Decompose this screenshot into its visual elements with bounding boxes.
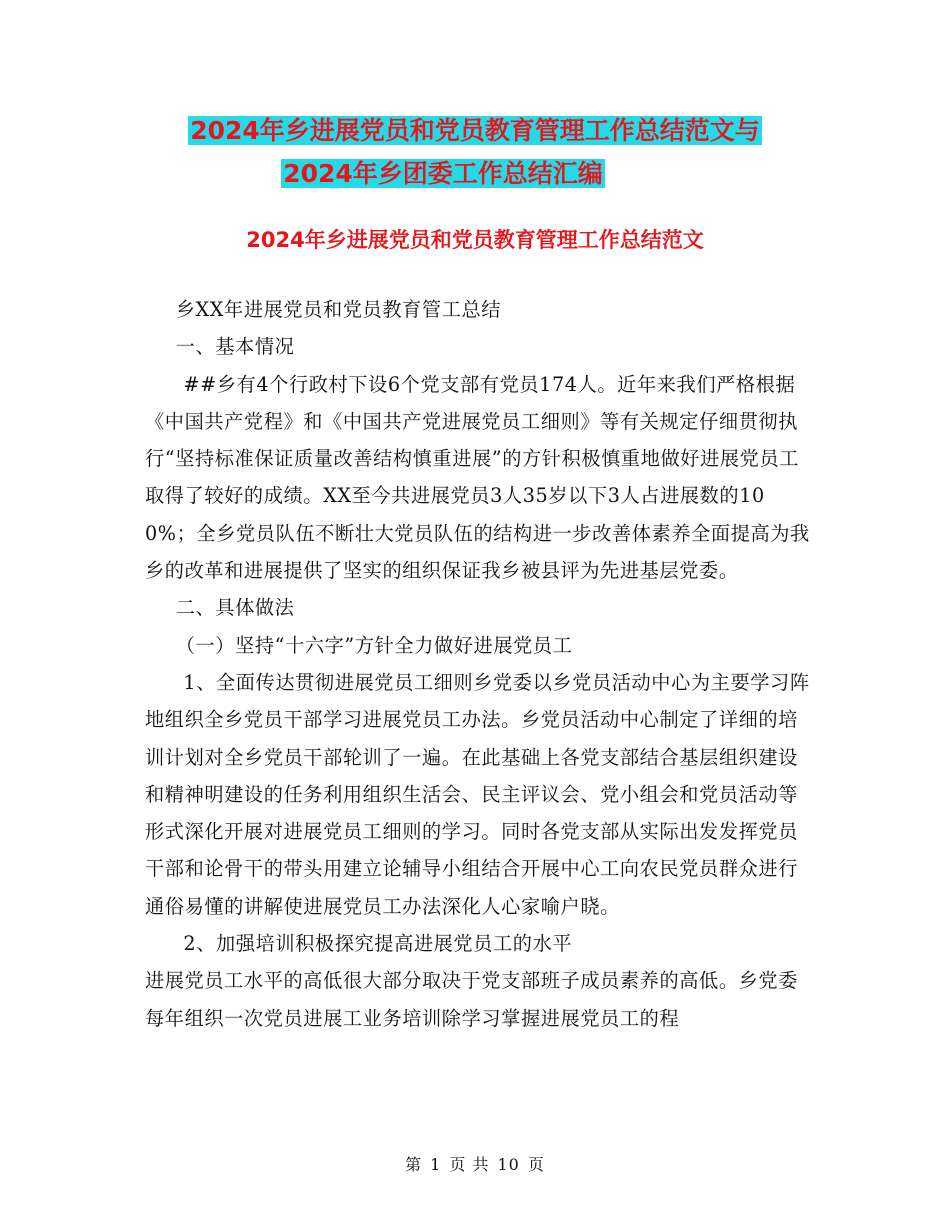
section-title: 2024年乡进展党员和党员教育管理工作总结范文 — [246, 228, 704, 252]
paragraph-basic-situation: ##乡有4个行政村下设6个党支部有党员174人。近年来我们严格根据《中国共产党程》和《中国共产党进展党员工细则》等有关规定仔细贯彻执行“坚持标准保证质量改善结构慎重进展”的方针积极慎重地做好进展党员工取得了较好的成绩。XX至今共进展党员3人35岁以下3人占进展数的100%；全乡党员队伍不断壮大党员队伍的结构进一步改善体素养全面提高为我乡的改革和进展提供了坚实的组织保证我乡被县评为先进基层党委。 — [145, 372, 810, 583]
paragraph-methods-heading: 二、具体做法 — [175, 596, 295, 620]
document-title-line-1 — [0, 114, 950, 148]
footer-total-pages: 10 — [497, 1155, 520, 1174]
title-highlight-2: 2024年乡团委工作总结汇编 — [283, 159, 603, 188]
paragraph-summary-heading: 乡XX年进展党员和党员教育管工总结 — [175, 298, 502, 321]
document-title-line-2 — [0, 157, 918, 191]
page-footer — [0, 1153, 950, 1177]
paragraph-item-2-heading: 2、加强培训积极探究提高进展党员工的水平 — [183, 932, 573, 956]
document-body — [145, 291, 815, 1037]
footer-prefix: 第 — [405, 1155, 423, 1174]
paragraph-basic-situation-heading: 一、基本情况 — [175, 335, 295, 359]
paragraph-subheading-1: （一）坚持“十六字”方针全力做好进展党员工 — [175, 633, 573, 657]
footer-middle: 页 共 — [449, 1155, 490, 1174]
footer-page-number: 1 — [430, 1155, 442, 1174]
footer-suffix: 页 — [527, 1155, 545, 1174]
title-highlight-1: 2024年乡进展党员和党员教育管理工作总结范文与 — [190, 116, 760, 145]
paragraph-item-2: 进展党员工水平的高低很大部分取决于党支部班子成员素养的高低。乡党委每年组织一次党员进展工业务培训除学习掌握进展党员工的程 — [145, 969, 798, 1030]
paragraph-item-1: 1、全面传达贯彻进展党员工细则乡党委以乡党员活动中心为主要学习阵地组织全乡党员干部学习进展党员工办法。乡党员活动中心制定了详细的培训计划对全乡党员干部轮训了一遍。在此基础上各党支部结合基层组织建设和精神明建设的任务利用组织生活会、民主评议会、党小组会和党员活动等形式深化开展对进展党员工细则的学习。同时各党支部从实际出发发挥党员干部和论骨干的带头用建立论辅导小组结合开展中心工向农民党员群众进行通俗易懂的讲解使进展党员工办法深化人心家喻户晓。 — [145, 670, 810, 918]
